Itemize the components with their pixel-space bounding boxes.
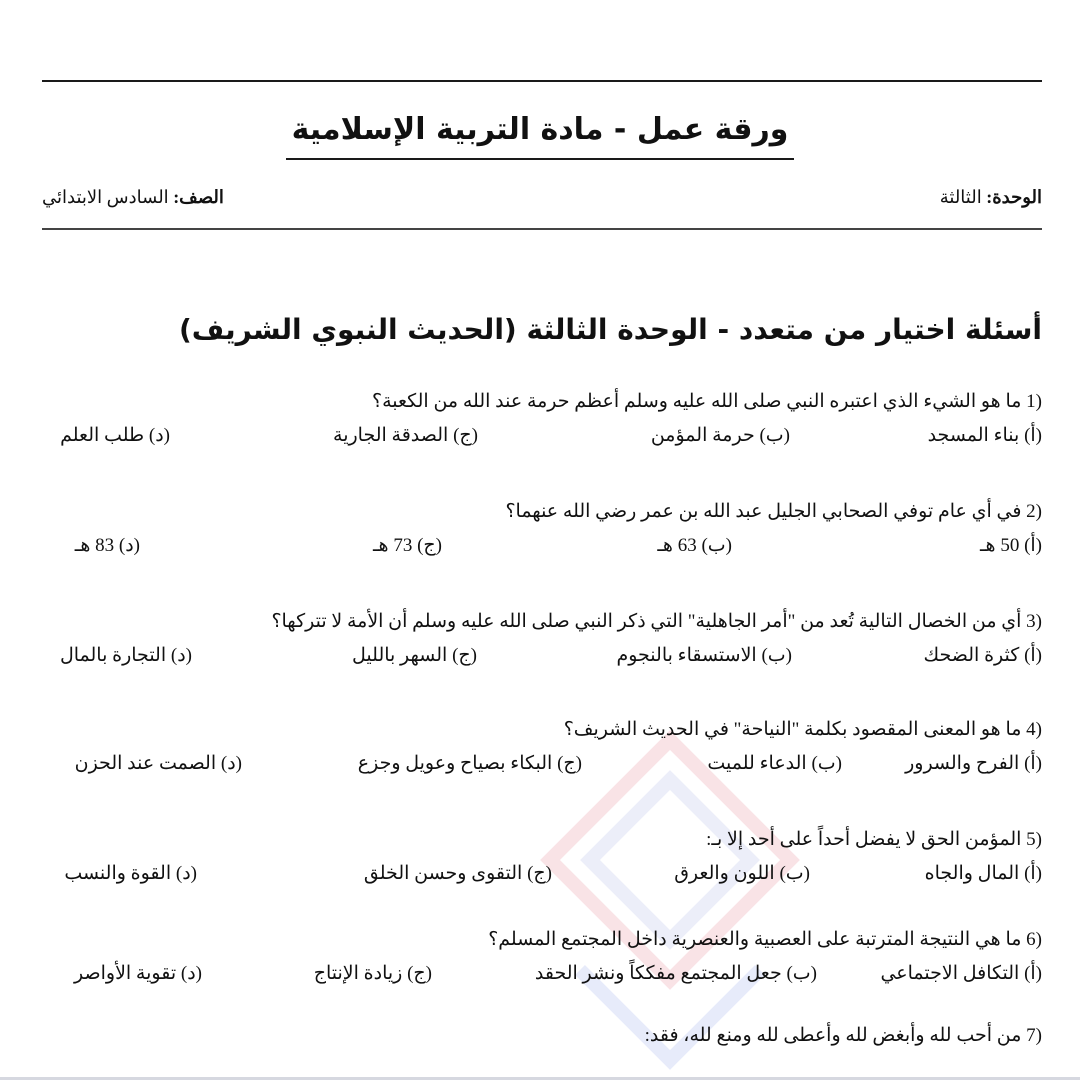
question-prompt: أي من الخصال التالية تُعد من "أمر الجاهلية" التي ذكر النبي صلى الله عليه وسلم أن الأمة لا تتركها؟ [271, 611, 1022, 632]
option-letter: (د) [170, 645, 192, 666]
option-text: التقوى وحسن الخلق [363, 863, 523, 884]
option-a[interactable] [925, 857, 1042, 891]
question-1 [38, 385, 1042, 495]
option-letter: (ب) [779, 863, 810, 884]
meta-row [42, 182, 1042, 212]
option-text: 73 هـ [372, 535, 413, 556]
options-row [38, 419, 1042, 453]
question-7 [38, 1019, 1042, 1059]
question-6 [38, 923, 1042, 1019]
option-b[interactable] [707, 747, 842, 781]
option-d[interactable] [75, 747, 242, 781]
option-letter: (د) [220, 753, 242, 774]
title-block [0, 110, 1080, 160]
option-letter: (أ) [1024, 425, 1042, 446]
option-text: التكافل الاجتماعي [880, 963, 1020, 984]
question-number: 5) [1026, 829, 1042, 850]
option-text: اللون والعرق [674, 863, 775, 884]
question-number: 4) [1026, 719, 1042, 740]
option-text: الصمت عند الحزن [74, 753, 217, 774]
option-letter: (أ) [1024, 753, 1042, 774]
option-letter: (أ) [1024, 963, 1042, 984]
option-text: جعل المجتمع مفككاً ونشر الحقد [534, 963, 782, 984]
option-text: بناء المسجد [927, 425, 1020, 446]
unit-value: الثالثة [939, 187, 982, 207]
option-letter: (ج) [557, 753, 582, 774]
question-text [38, 385, 1042, 419]
question-prompt: ما هو الشيء الذي اعتبره النبي صلى الله عليه وسلم أعظم حرمة عند الله من الكعبة؟ [371, 391, 1022, 412]
question-list [38, 385, 1042, 1059]
option-text: الدعاء للميت [707, 753, 807, 774]
option-c[interactable] [373, 529, 442, 563]
question-text [38, 1019, 1042, 1053]
option-text: 63 هـ [657, 535, 697, 556]
question-number: 3) [1026, 611, 1042, 632]
option-text: السهر بالليل [352, 645, 448, 666]
option-b[interactable] [535, 957, 817, 991]
option-b[interactable] [651, 419, 790, 453]
unit-info [940, 182, 1042, 212]
question-text [38, 823, 1042, 857]
question-prompt: المؤمن الحق لا يفضل أحداً على أحد إلا بـ: [706, 829, 1022, 850]
option-letter: (د) [118, 535, 140, 556]
option-a[interactable] [928, 419, 1042, 453]
option-letter: (ج) [527, 863, 552, 884]
option-b[interactable] [657, 529, 732, 563]
grade-info [42, 182, 224, 212]
option-letter: (ب) [701, 535, 732, 556]
option-text: الصدقة الجارية [333, 425, 449, 446]
option-text: 50 هـ [979, 535, 1020, 556]
option-letter: (ج) [452, 645, 477, 666]
option-text: زيادة الإنتاج [313, 963, 403, 984]
question-prompt: ما هو المعنى المقصود بكلمة "النياحة" في الحديث الشريف؟ [563, 719, 1022, 740]
question-prompt: في أي عام توفي الصحابي الجليل عبد الله بن عمر رضي الله عنهما؟ [505, 501, 1022, 522]
question-number: 1) [1026, 391, 1042, 412]
question-number: 7) [1026, 1025, 1042, 1046]
option-d[interactable] [60, 419, 170, 453]
section-title: أسئلة اختيار من متعدد - الوحدة الثالثة (الحديث النبوي الشريف) [178, 313, 1042, 346]
options-row [38, 529, 1042, 563]
option-text: الفرح والسرور [905, 753, 1020, 774]
option-d[interactable] [64, 857, 197, 891]
option-text: حرمة المؤمن [650, 425, 755, 446]
question-text [38, 605, 1042, 639]
option-text: الاستسقاء بالنجوم [616, 645, 757, 666]
option-text: التجارة بالمال [59, 645, 167, 666]
grade-value: السادس الابتدائي [42, 187, 169, 207]
option-letter: (ج) [453, 425, 478, 446]
option-letter: (أ) [1024, 535, 1042, 556]
grade-label: الصف: [173, 187, 224, 207]
option-text: طلب العلم [60, 425, 145, 446]
question-5 [38, 823, 1042, 923]
option-letter: (د) [148, 425, 170, 446]
option-d[interactable] [74, 957, 202, 991]
option-letter: (ب) [786, 963, 817, 984]
option-a[interactable] [880, 957, 1042, 991]
document-title: ورقة عمل - مادة التربية الإسلامية [286, 110, 795, 160]
unit-label: الوحدة: [986, 187, 1042, 207]
option-d[interactable] [60, 639, 192, 673]
option-letter: (ج) [407, 963, 432, 984]
option-c[interactable] [333, 419, 478, 453]
question-prompt: من أحب لله وأبغض لله وأعطى لله ومنع لله، فقد: [644, 1025, 1022, 1046]
option-letter: (ب) [761, 645, 792, 666]
options-row [38, 639, 1042, 673]
option-letter: (د) [180, 963, 202, 984]
option-c[interactable] [364, 857, 552, 891]
option-letter: (أ) [1024, 645, 1042, 666]
option-text: البكاء بصياح وعويل وجزع [357, 753, 553, 774]
question-text [38, 495, 1042, 529]
question-4 [38, 713, 1042, 823]
option-d[interactable] [75, 529, 140, 563]
option-letter: (ب) [759, 425, 790, 446]
option-text: تقوية الأواصر [74, 963, 177, 984]
option-a[interactable] [905, 747, 1042, 781]
option-c[interactable] [352, 639, 477, 673]
option-letter: (ب) [811, 753, 842, 774]
question-number: 6) [1026, 929, 1042, 950]
options-row [38, 857, 1042, 891]
options-row [38, 957, 1042, 991]
question-text [38, 713, 1042, 747]
meta-rule [42, 228, 1042, 230]
option-text: القوة والنسب [64, 863, 172, 884]
option-letter: (د) [175, 863, 197, 884]
question-2 [38, 495, 1042, 605]
option-a[interactable] [980, 529, 1042, 563]
option-letter: (ج) [417, 535, 442, 556]
question-number: 2) [1026, 501, 1042, 522]
option-text: 83 هـ [74, 535, 115, 556]
option-c[interactable] [358, 747, 582, 781]
option-c[interactable] [314, 957, 432, 991]
option-a[interactable] [924, 639, 1042, 673]
option-text: كثرة الضحك [923, 645, 1020, 666]
option-b[interactable] [674, 857, 810, 891]
options-row [38, 747, 1042, 781]
option-letter: (أ) [1024, 863, 1042, 884]
top-rule [42, 80, 1042, 82]
option-b[interactable] [616, 639, 792, 673]
question-text [38, 923, 1042, 957]
option-text: المال والجاه [924, 863, 1020, 884]
question-3 [38, 605, 1042, 713]
question-prompt: ما هي النتيجة المترتبة على العصبية والعنصرية داخل المجتمع المسلم؟ [488, 929, 1022, 950]
